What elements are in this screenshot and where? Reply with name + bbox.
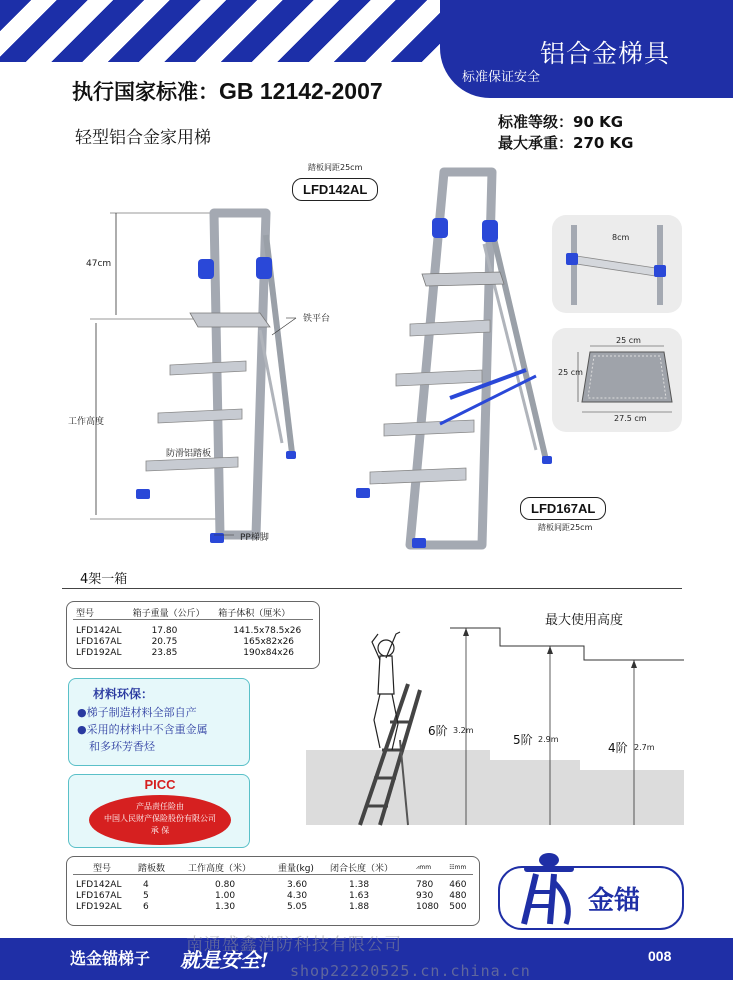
ladder1-illustration <box>60 195 370 555</box>
label-work-height: 工作高度 <box>68 417 105 427</box>
specs-h-unit-a: mm <box>419 863 432 871</box>
footer-slogan: 就是安全! <box>180 948 269 972</box>
pack-cell: 190x84x26 <box>243 648 295 658</box>
standard-prefix: 执行国家标准： <box>72 80 219 104</box>
height-6-value: 3.2m <box>453 726 474 735</box>
eco-item-text: 和多环芳香烃 <box>89 740 155 753</box>
ladder1-step-gap: 踏板间距25cm <box>308 163 363 172</box>
watermark-company: 南通盛鑫消防科技有限公司 <box>186 935 402 955</box>
picc-box <box>68 774 250 848</box>
table-row <box>73 902 473 913</box>
table-row <box>73 648 313 659</box>
height-4-steps: 4阶 <box>608 741 628 755</box>
specs-cell: 6 <box>143 902 149 912</box>
specs-cell: 1080 <box>416 902 439 912</box>
table-row <box>73 637 313 648</box>
specs-h-work-height: 工作高度（米） <box>188 864 252 874</box>
specs-cell: 3.60 <box>287 880 308 890</box>
specs-cell: 1.88 <box>349 902 370 912</box>
pack-table-grid <box>73 606 313 659</box>
detail-width: 25 cm <box>616 336 641 345</box>
specs-h-width-a: ⩘mm <box>416 863 432 871</box>
watermark-url: shop22220525.cn.china.cn <box>290 962 531 980</box>
specs-cell: LFD142AL <box>76 880 122 890</box>
pack-cell: 165x82x26 <box>243 637 295 647</box>
pack-cell: 141.5x78.5x26 <box>233 626 302 636</box>
pack-cell: LFD167AL <box>76 637 122 647</box>
specs-h-weight: 重量(kg) <box>278 864 314 874</box>
table-row <box>73 880 473 891</box>
picc-line-3: 承 保 <box>150 826 170 835</box>
pack-table <box>66 601 320 669</box>
height-diagram <box>300 620 684 835</box>
picc-title: PICC <box>144 777 176 792</box>
pack-cell: 17.80 <box>151 626 178 636</box>
specs-h-closed-length: 闭合长度（米） <box>330 864 394 874</box>
step-detail-drawing <box>552 215 682 313</box>
logo-text: 金锚 <box>588 886 641 916</box>
specs-cell: 930 <box>416 891 434 901</box>
header-stripes <box>0 0 470 62</box>
specs-header-row <box>73 861 473 875</box>
ladder1-model-callout: LFD142AL <box>292 178 378 201</box>
section-divider <box>62 588 682 589</box>
pack-h-weight: 箱子重量（公斤） <box>132 609 205 619</box>
table-row <box>73 626 313 637</box>
height-5-steps: 5阶 <box>513 733 533 747</box>
specs-cell: 1.38 <box>349 880 370 890</box>
specs-table <box>66 856 480 926</box>
grade-block <box>498 112 633 154</box>
specs-cell: 4 <box>143 880 149 890</box>
label-tread: 防滑铝踏板 <box>166 449 212 459</box>
product-type: 轻型铝合金家用梯 <box>75 128 211 148</box>
picc-line-1: 产品责任险由 <box>136 802 184 811</box>
page-number: 008 <box>648 948 672 964</box>
detail-step-photo <box>552 215 682 313</box>
pack-cell: LFD192AL <box>76 648 122 658</box>
specs-h-width-b: ☷mm <box>449 864 467 871</box>
dim-47cm: 47cm <box>86 259 112 269</box>
picc-line-2: 中国人民财产保险股份有限公司 <box>104 814 216 823</box>
height-6-steps: 6阶 <box>428 724 448 738</box>
pack-cell: LFD142AL <box>76 626 122 636</box>
list-item <box>77 738 241 755</box>
eco-list <box>77 704 241 755</box>
specs-cell: LFD167AL <box>76 891 122 901</box>
pack-title: 4架一箱 <box>80 572 128 587</box>
picc-text <box>79 801 241 837</box>
specs-cell: 1.30 <box>215 902 236 912</box>
standard-code: GB 12142-2007 <box>219 78 383 104</box>
specs-cell: 0.80 <box>215 880 236 890</box>
detail-platform-photo <box>552 328 682 432</box>
label-feet: PP梯脚 <box>240 533 269 543</box>
specs-h-steps: 踏板数 <box>138 864 166 874</box>
pack-cell: 20.75 <box>151 637 178 647</box>
specs-cell: 1.00 <box>215 891 236 901</box>
detail-step-gap: 8cm <box>612 233 630 242</box>
eco-box <box>68 678 250 766</box>
height-diagram-title: 最大使用高度 <box>545 613 624 628</box>
ladder2-model-callout: LFD167AL <box>520 497 606 520</box>
specs-h-unit-b: mm <box>454 864 467 871</box>
header-subtitle: 标准保证安全 <box>462 70 541 85</box>
list-item: ●梯子制造材料全部自产 <box>77 706 197 719</box>
specs-cell: 460 <box>449 880 467 890</box>
height-5-value: 2.9m <box>538 735 559 744</box>
height-4-value: 2.7m <box>634 743 655 752</box>
footer-left-text: 选金锚梯子 <box>70 949 151 968</box>
specs-cell: 780 <box>416 880 434 890</box>
specs-h-model: 型号 <box>93 864 112 874</box>
specs-cell: 1.63 <box>349 891 370 901</box>
detail-depth: 25 cm <box>558 368 583 377</box>
specs-cell: 5.05 <box>287 902 308 912</box>
pack-header-row <box>73 606 313 620</box>
specs-cell: 5 <box>143 891 149 901</box>
pack-h-model: 型号 <box>76 609 95 619</box>
specs-cell: LFD192AL <box>76 902 122 912</box>
specs-cell: 480 <box>449 891 467 901</box>
specs-table-grid <box>73 861 473 913</box>
pack-cell: 23.85 <box>151 648 178 658</box>
detail-width-2: 27.5 cm <box>614 414 647 423</box>
brand-logo <box>498 866 684 930</box>
anchor-ladder-icon <box>514 852 584 928</box>
table-row <box>73 891 473 902</box>
specs-cell: 4.30 <box>287 891 308 901</box>
eco-item-text: 梯子制造材料全部自产 <box>86 706 197 719</box>
grade-line-1: 标准等级：90 KG <box>498 113 624 131</box>
ladder2-step-gap: 踏板间距25cm <box>538 523 593 532</box>
list-item: ●采用的材料中不含重金属 <box>77 723 208 736</box>
pack-h-volume: 箱子体积（厘米） <box>218 609 291 619</box>
eco-item-text: 采用的材料中不含重金属 <box>86 723 208 736</box>
label-platform: 铁平台 <box>303 314 331 324</box>
eco-title: 材料环保： <box>93 687 154 701</box>
page-title: 铝合金梯具 <box>540 39 671 68</box>
standard-line <box>72 76 383 106</box>
specs-cell: 500 <box>449 902 467 912</box>
grade-line-2: 最大承重：270 KG <box>498 134 634 152</box>
